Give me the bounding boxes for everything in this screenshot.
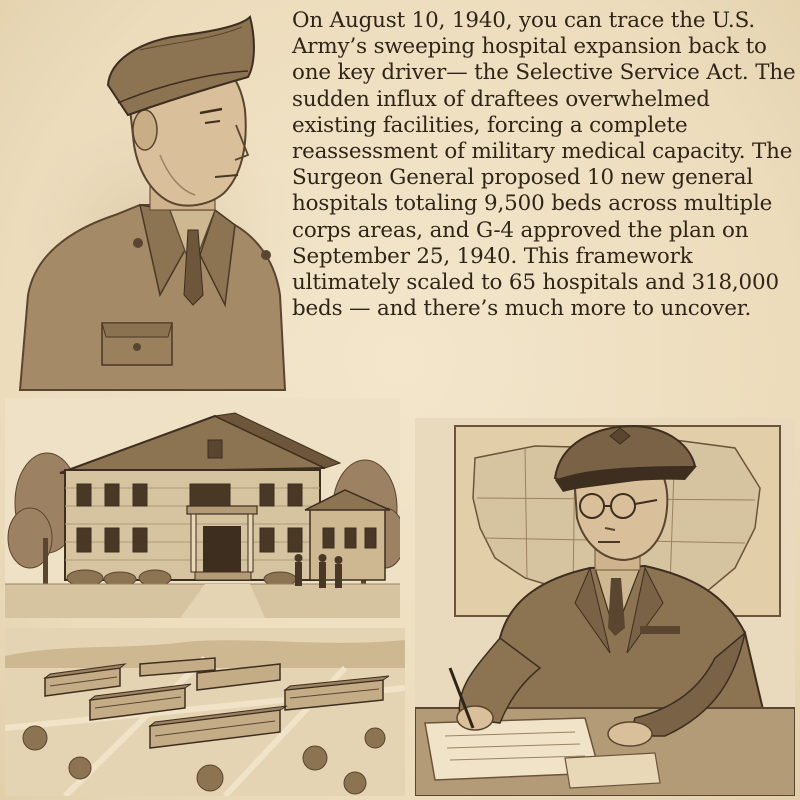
soldier-portrait xyxy=(10,5,290,395)
caption-text: On August 10, 1940, you can trace the U.S. Army’s sweeping hospital expansion back to one key driver— the Selective Service Act. The sudden influx of draftees overwhelmed existing facilities, forcing a complete reassessment of military medical capacity. The Surgeon General proposed 10 new general hospitals totaling 9,500 beds across multiple corps areas, and G-4 approved the plan on September 25, 1940. This framework ultimately scaled to 65 hospitals and 318,000 beds — and there’s much more to uncover. xyxy=(292,8,796,322)
officer-writing-at-desk xyxy=(415,418,795,796)
hospital-complex-aerial xyxy=(5,628,405,796)
hospital-building xyxy=(5,398,400,618)
